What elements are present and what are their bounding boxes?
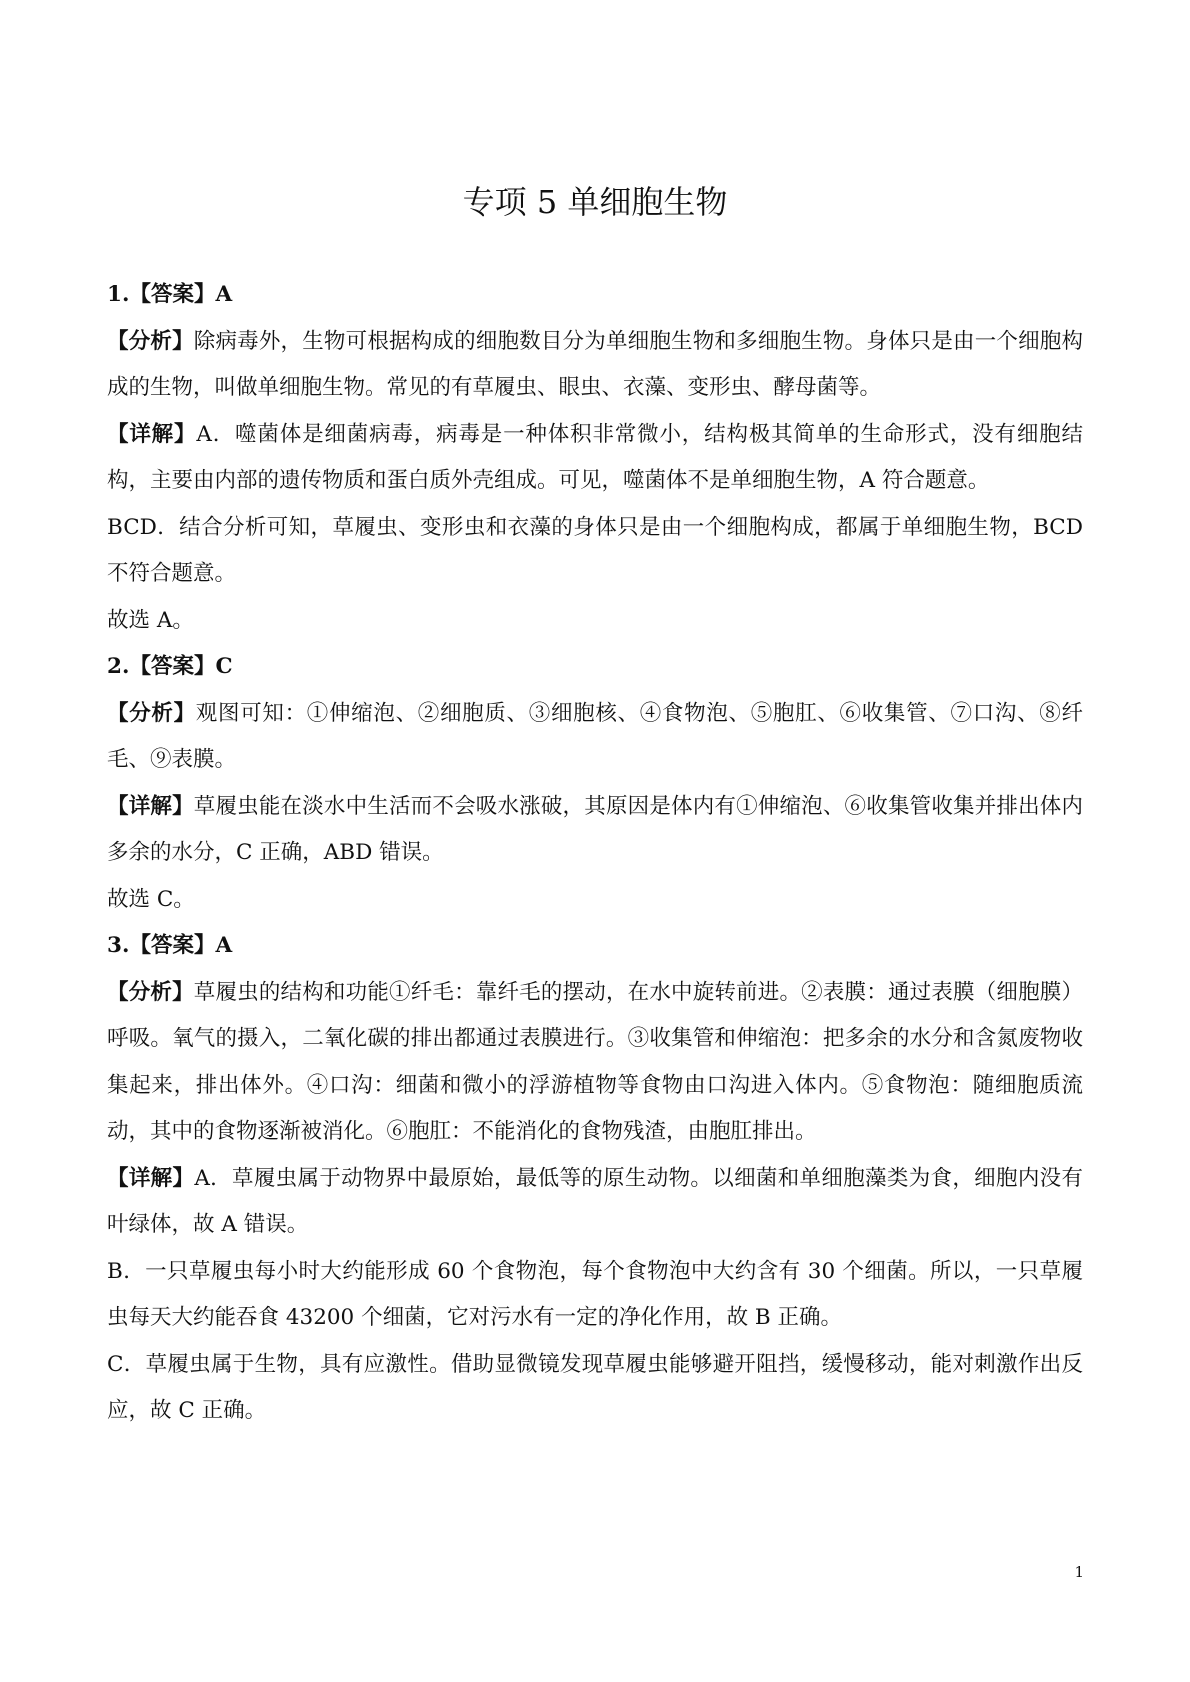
q3-analysis-label: 【分析】 (107, 979, 194, 1005)
q2-detail-text: 草履虫能在淡水中生活而不会吸水涨破，其原因是体内有①伸缩泡、⑥收集管收集并排出体内多余的水分，C 正确，ABD 错误。 (107, 793, 1083, 865)
q1-detail-text: A．噬菌体是细菌病毒，病毒是一种体积非常微小，结构极其简单的生命形式，没有细胞结构，主要由内部的遗传物质和蛋白质外壳组成。可见，噬菌体不是单细胞生物，A 符合题意。 (107, 421, 1083, 493)
q1-analysis (107, 319, 1083, 412)
q2-analysis-text: 观图可知：①伸缩泡、②细胞质、③细胞核、④食物泡、⑤胞肛、⑥收集管、⑦口沟、⑧纤毛、⑨表膜。 (107, 700, 1083, 772)
q2-analysis-label: 【分析】 (107, 700, 196, 726)
q2-answer-heading: 2.【答案】C (107, 654, 233, 679)
q3-answer-heading: 3.【答案】A (107, 933, 233, 958)
q1-detail (107, 412, 1083, 505)
page-number: 1 (1074, 1563, 1084, 1581)
q3-detail-b: B．一只草履虫每小时大约能形成 60 个食物泡，每个食物泡中大约含有 30 个细菌。所以，一只草履虫每天大约能吞食 43200 个细菌，它对污水有一定的净化作用，故 B 正确。 (107, 1258, 1083, 1330)
q3-analysis (107, 970, 1083, 1156)
q2-detail-label: 【详解】 (107, 793, 194, 819)
q1-answer-heading: 1.【答案】A (107, 282, 233, 307)
q2-detail (107, 784, 1083, 877)
q1-analysis-label: 【分析】 (107, 328, 194, 354)
document-body (107, 272, 1083, 1435)
q2-conclusion: 故选 C。 (107, 886, 195, 912)
q3-analysis-text: 草履虫的结构和功能①纤毛：靠纤毛的摆动，在水中旋转前进。②表膜：通过表膜（细胞膜）呼吸。氧气的摄入，二氧化碳的排出都通过表膜进行。③收集管和伸缩泡：把多余的水分和含氮废物收集起来，排出体外。④口沟：细菌和微小的浮游植物等食物由口沟进入体内。⑤食物泡：随细胞质流动，其中的食物逐渐被消化。⑥胞肛：不能消化的食物残渣，由胞肛排出。 (107, 979, 1083, 1144)
page-title: 专项 5 单细胞生物 (462, 183, 728, 221)
q3-detail (107, 1156, 1083, 1249)
q2-analysis (107, 691, 1083, 784)
q1-conclusion: 故选 A。 (107, 607, 194, 633)
q1-analysis-text: 除病毒外，生物可根据构成的细胞数目分为单细胞生物和多细胞生物。身体只是由一个细胞构成的生物，叫做单细胞生物。常见的有草履虫、眼虫、衣藻、变形虫、酵母菌等。 (107, 328, 1083, 400)
q1-detail-bcd: BCD．结合分析可知，草履虫、变形虫和衣藻的身体只是由一个细胞构成，都属于单细胞生物，BCD 不符合题意。 (107, 514, 1083, 586)
q3-detail-c: C．草履虫属于生物，具有应激性。借助显微镜发现草履虫能够避开阻挡，缓慢移动，能对刺激作出反应，故 C 正确。 (107, 1351, 1083, 1423)
q1-detail-label: 【详解】 (107, 421, 197, 447)
q3-detail-label: 【详解】 (107, 1165, 195, 1191)
q3-detail-text: A．草履虫属于动物界中最原始，最低等的原生动物。以细菌和单细胞藻类为食，细胞内没有叶绿体，故 A 错误。 (107, 1165, 1083, 1237)
